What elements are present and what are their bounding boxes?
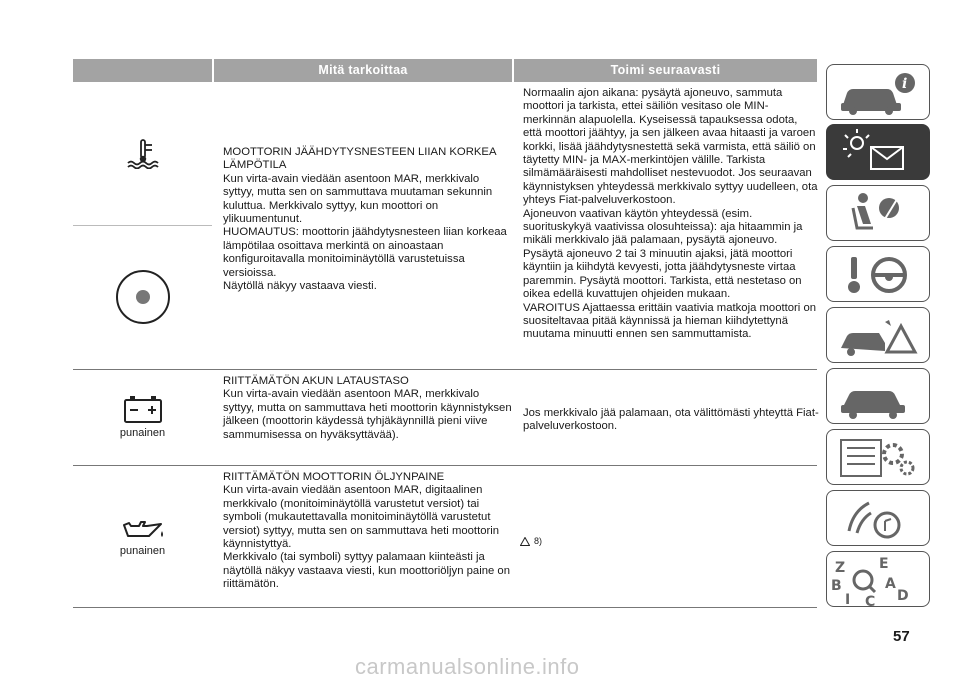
header-meaning: Mitä tarkoittaa (214, 59, 512, 82)
tab-technical-data[interactable] (826, 429, 930, 485)
coolant-icon-cell (73, 83, 212, 225)
page-number: 57 (893, 628, 910, 645)
emergency-triangle-icon (827, 308, 931, 364)
svg-text:B: B (831, 578, 842, 594)
oil-icon-cell (73, 467, 212, 607)
tab-warning-lights[interactable] (826, 124, 930, 180)
header-icon-column (73, 59, 212, 82)
coolant-temperature-icon (126, 139, 160, 169)
tab-maintenance[interactable] (826, 368, 930, 424)
key-steering-wheel-icon (827, 247, 931, 303)
svg-text:C: C (865, 594, 876, 608)
tab-multimedia[interactable] (826, 490, 930, 546)
watermark: carmanualsonline.info (355, 654, 580, 679)
indicator-circle-icon (115, 269, 171, 325)
car-maintenance-icon (827, 369, 931, 425)
tab-index[interactable] (826, 551, 930, 607)
row2-meaning: RIITTÄMÄTÖN AKUN LATAUSTASO Kun virta-avain viedään asentoon MAR, merkkivalo syttyy, mutta on sammuttava heti moottorin käynnistyksen jälkeen (moottorin käydessä tyhjäkäynnillä pieni viive sammumisessa on hyväksyttävää). (223, 375, 512, 441)
car-info-icon (827, 65, 931, 121)
warning-lights-message-icon (827, 125, 931, 181)
svg-text:i: i (902, 76, 908, 92)
warning-note-reference[interactable] (520, 536, 542, 546)
svg-text:D: D (897, 588, 909, 604)
svg-text:E: E (879, 556, 889, 572)
battery-icon (123, 395, 163, 423)
header-action: Toimi seuraavasti (514, 59, 817, 82)
technical-data-icon (827, 430, 931, 486)
row2-color-label: punainen (119, 427, 166, 439)
row1-meaning: MOOTTORIN JÄÄHDYTYSNESTEEN LIIAN KORKEA LÄMPÖTILA Kun virta-avain viedään asentoon MAR, merkkivalo syttyy, mutta sen on sammuttava muutaman sekunnin kuluttua. Merkkivalo syttyy, kun moottori on ylikuumentunut. HUOMAUTUS: moottorin jäähdytysnesteen liian korkeaa lämpötilaa osoittava merkintä on ainoastaan konfiguroitavalla monitoiminäytöllä varustetuissa versioissa. Näytöllä näkyy vastaava viesti. (223, 146, 507, 293)
tab-emergency[interactable] (826, 307, 930, 363)
row3-meaning: RIITTÄMÄTÖN MOOTTORIN ÖLJYNPAINE Kun virta-avain viedään asentoon MAR, digitaalinen merkkivalo (monitoiminäytöllä varustetut versiot) tai symboli (mukautettavalla monitoiminäytöllä varustetut versiot) syttyy, mutta sen on sammuttava heti moottorin käynnistyttyä. Merkkivalo (tai symboli) syttyy palamaan kiinteästi ja näytöllä näkyy vastaava viesti, kun moottoriöljyn paine on riittämätön. (223, 471, 510, 591)
row3-color-label: punainen (119, 545, 166, 557)
tab-car-info[interactable] (826, 64, 930, 120)
svg-text:A: A (885, 576, 896, 592)
indicator-dot-cell (73, 226, 212, 367)
row2-action: Jos merkkivalo jää palamaan, ota välittömästi yhteyttä Fiat-palveluverkostoon. (523, 407, 819, 433)
alphabetical-index-icon (827, 552, 931, 608)
multimedia-icon (827, 491, 931, 547)
oil-pressure-icon (120, 517, 166, 541)
svg-text:I: I (845, 592, 851, 608)
tab-starting-driving[interactable] (826, 246, 930, 302)
row1-action: Normaalin ajon aikana: pysäytä ajoneuvo, sammuta moottori ja tarkista, ettei säiliön vesitaso ole MIN-merkinnän alapuolella. Kyseisessä tapauksessa odota, että moottori jäähtyy, ja sen jälkeen avaa hitaasti ja varoen korkki, lisää jäähdytysnestettä sekä varmista, että säiliö on täytetty MIN- ja MAX-merkintöjen välille. Tarkista silmämääräisesti mahdolliset nestevuodot. Jos seuraavan käynnistyksen yhteydessä merkkivalo syttyy uudelleen, ota yhteys Fiat-palveluverkostoon. Ajoneuvon vaativan käytön yhteydessä (esim. suorituskykyä vaativissa olosuhteissa): aja hitaammin ja mikäli merkkivalo jää palamaan, pysäytä ajoneuvo. Pysäytä ajoneuvo 2 tai 3 minuutin ajaksi, jätä moottori käyntiin ja kiihdytä kevyesti, jotta jäähdytysneste virtaa paremmin. Pysäytä moottori. Tarkista, että nestetaso on oikea edellä kuvattujen ohjeiden mukaan. VAROITUS Ajattaessa erittäin vaativia matkoja moottori on suositeltavaa pitää käynnissä ja hieman kiihdytettynä muutama minuutti ennen sen sammuttamista. (523, 87, 818, 341)
tab-safety[interactable] (826, 185, 930, 241)
battery-icon-cell (73, 371, 212, 463)
note-ref-label: 8) (534, 536, 543, 546)
airbag-safety-icon (827, 186, 931, 242)
svg-text:Z: Z (835, 560, 846, 576)
warning-triangle-icon (520, 537, 530, 546)
